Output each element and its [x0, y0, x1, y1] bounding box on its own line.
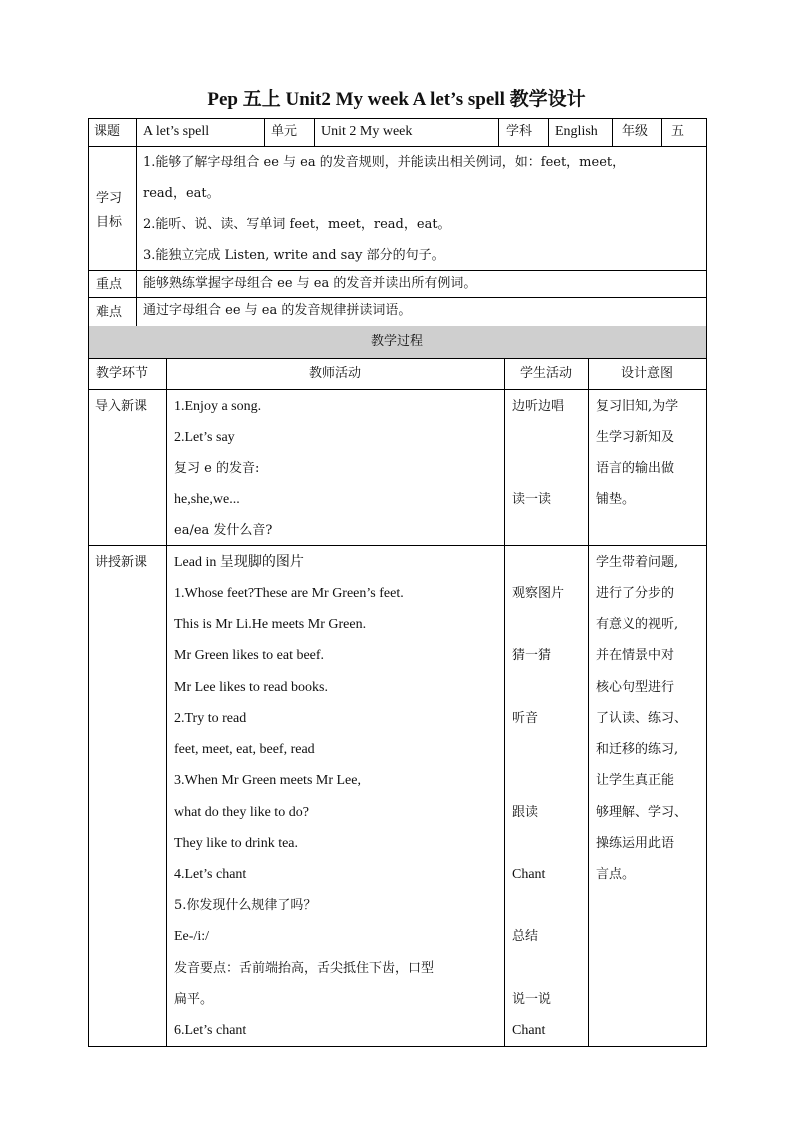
teacher-line: Mr Lee likes to read books.: [174, 680, 328, 695]
table-border-bottom: [88, 1046, 707, 1047]
row-divider-columns: [88, 358, 707, 359]
student-activity: 猜一猜: [512, 648, 552, 663]
col-divider-subject-value: [548, 118, 549, 146]
intent-line: 了认读、练习、: [596, 711, 688, 726]
col-divider-stage: [166, 358, 167, 1047]
teacher-line: Ee-/i:/: [174, 929, 209, 944]
teacher-line: They like to drink tea.: [174, 836, 299, 851]
intent-line: 并在情景中对: [596, 648, 675, 663]
teacher-line: 复习 e 的发音:: [174, 461, 260, 476]
row-divider-key: [88, 270, 707, 271]
teacher-line: 发音要点：舌前端抬高，舌尖抵住下齿，口型: [174, 961, 435, 976]
col-divider-unit-label: [264, 118, 265, 146]
intent-line: 有意义的视听,: [596, 617, 679, 632]
row-divider-section2: [88, 545, 707, 546]
intent-line: 进行了分步的: [596, 586, 675, 601]
student-activity: 听音: [512, 711, 539, 726]
column-header-intent: 设计意图: [620, 366, 673, 381]
key-point-label: 重点: [96, 277, 123, 292]
teacher-line: 3.When Mr Green meets Mr Lee,: [174, 773, 361, 788]
col-divider-unit-value: [314, 118, 315, 146]
unit-label: 单元: [271, 124, 298, 139]
student-activity: 跟读: [512, 805, 539, 820]
grade-label: 年级: [622, 124, 649, 139]
topic-label: 课题: [94, 124, 121, 139]
student-activity: Chant: [512, 867, 546, 882]
teacher-line: Mr Green likes to eat beef.: [174, 648, 325, 663]
intent-line: 操练运用此语: [596, 836, 675, 851]
process-heading: 教学过程: [370, 334, 423, 349]
student-activity: 说一说: [512, 992, 552, 1007]
student-activity: 观察图片: [512, 586, 565, 601]
teacher-line: Lead in 呈现脚的图片: [174, 555, 304, 570]
col-divider-subject-label: [498, 118, 499, 146]
student-activity: Chant: [512, 1023, 546, 1038]
stage-label: 讲授新课: [95, 555, 148, 570]
intent-line: 学生带着问题,: [596, 555, 679, 570]
topic-value: A let’s spell: [143, 124, 210, 139]
col-divider-student: [588, 358, 589, 1047]
teacher-line: feet, meet, eat, beef, read: [174, 742, 315, 757]
teacher-line: 1.Whose feet?These are Mr Green’s feet.: [174, 586, 404, 601]
intent-line: 核心句型进行: [596, 680, 675, 695]
teacher-line: 扁平。: [174, 992, 214, 1007]
intent-line: 语言的输出做: [596, 461, 675, 476]
teacher-line: This is Mr Li.He meets Mr Green.: [174, 617, 367, 632]
subject-label: 学科: [506, 124, 533, 139]
table-border-top: [88, 118, 707, 119]
key-point-text: 能够熟练掌握字母组合 ee 与 ea 的发音并读出所有例词。: [143, 276, 477, 291]
teacher-line: he,she,we...: [174, 492, 240, 507]
student-activity: 读一读: [512, 492, 552, 507]
intent-line: 生学习新知及: [596, 430, 675, 445]
intent-line: 言点。: [596, 867, 636, 882]
intent-line: 够理解、学习、: [596, 805, 688, 820]
table-border-right: [706, 118, 707, 1047]
stage-label: 导入新课: [95, 399, 148, 414]
teacher-line: 6.Let’s chant: [174, 1023, 247, 1038]
page-title: Pep 五上 Unit2 My week A let’s spell 教学设计: [207, 89, 586, 110]
goals-label-1: 学习: [96, 191, 123, 206]
column-header-teacher: 教师活动: [308, 366, 361, 381]
col-divider-grade-value: [661, 118, 662, 146]
col-divider-teacher: [504, 358, 505, 1047]
teacher-line: ea/ea 发什么音?: [174, 523, 273, 538]
goal-line: 2.能听、说、读、写单词 feet，meet，read，eat。: [143, 217, 451, 232]
goal-line: read，eat。: [143, 186, 220, 201]
intent-line: 和迁移的练习,: [596, 742, 679, 757]
intent-line: 让学生真正能: [596, 773, 675, 788]
row-divider-goals: [88, 146, 707, 147]
col-divider-label: [136, 118, 137, 326]
row-divider-difficulty: [88, 297, 707, 298]
goal-line: 3.能独立完成 Listen, write and say 部分的句子。: [143, 248, 445, 263]
intent-line: 复习旧知,为学: [596, 399, 679, 414]
subject-value: English: [555, 124, 598, 139]
difficulty-text: 通过字母组合 ee 与 ea 的发音规律拼读词语。: [143, 303, 412, 318]
difficulty-label: 难点: [96, 305, 123, 320]
teacher-line: 2.Let’s say: [174, 430, 235, 445]
table-border-left: [88, 118, 89, 1047]
intent-line: 铺垫。: [596, 492, 636, 507]
grade-value: 五: [671, 124, 685, 139]
row-divider-col-header: [88, 389, 707, 390]
student-activity: 总结: [512, 929, 539, 944]
column-header-stage: 教学环节: [96, 366, 149, 381]
teacher-line: what do they like to do?: [174, 805, 309, 820]
teacher-line: 1.Enjoy a song.: [174, 399, 262, 414]
student-activity: 边听边唱: [512, 399, 565, 414]
goal-line: 1.能够了解字母组合 ee 与 ea 的发音规则，并能读出相关例词，如：feet，meet，: [143, 155, 626, 170]
goals-label-2: 目标: [96, 215, 123, 230]
teacher-line: 5.你发现什么规律了吗？: [174, 898, 317, 913]
column-header-student: 学生活动: [519, 366, 572, 381]
teacher-line: 4.Let’s chant: [174, 867, 247, 882]
col-divider-grade-label: [612, 118, 613, 146]
teacher-line: 2.Try to read: [174, 711, 247, 726]
unit-value: Unit 2 My week: [321, 124, 413, 139]
